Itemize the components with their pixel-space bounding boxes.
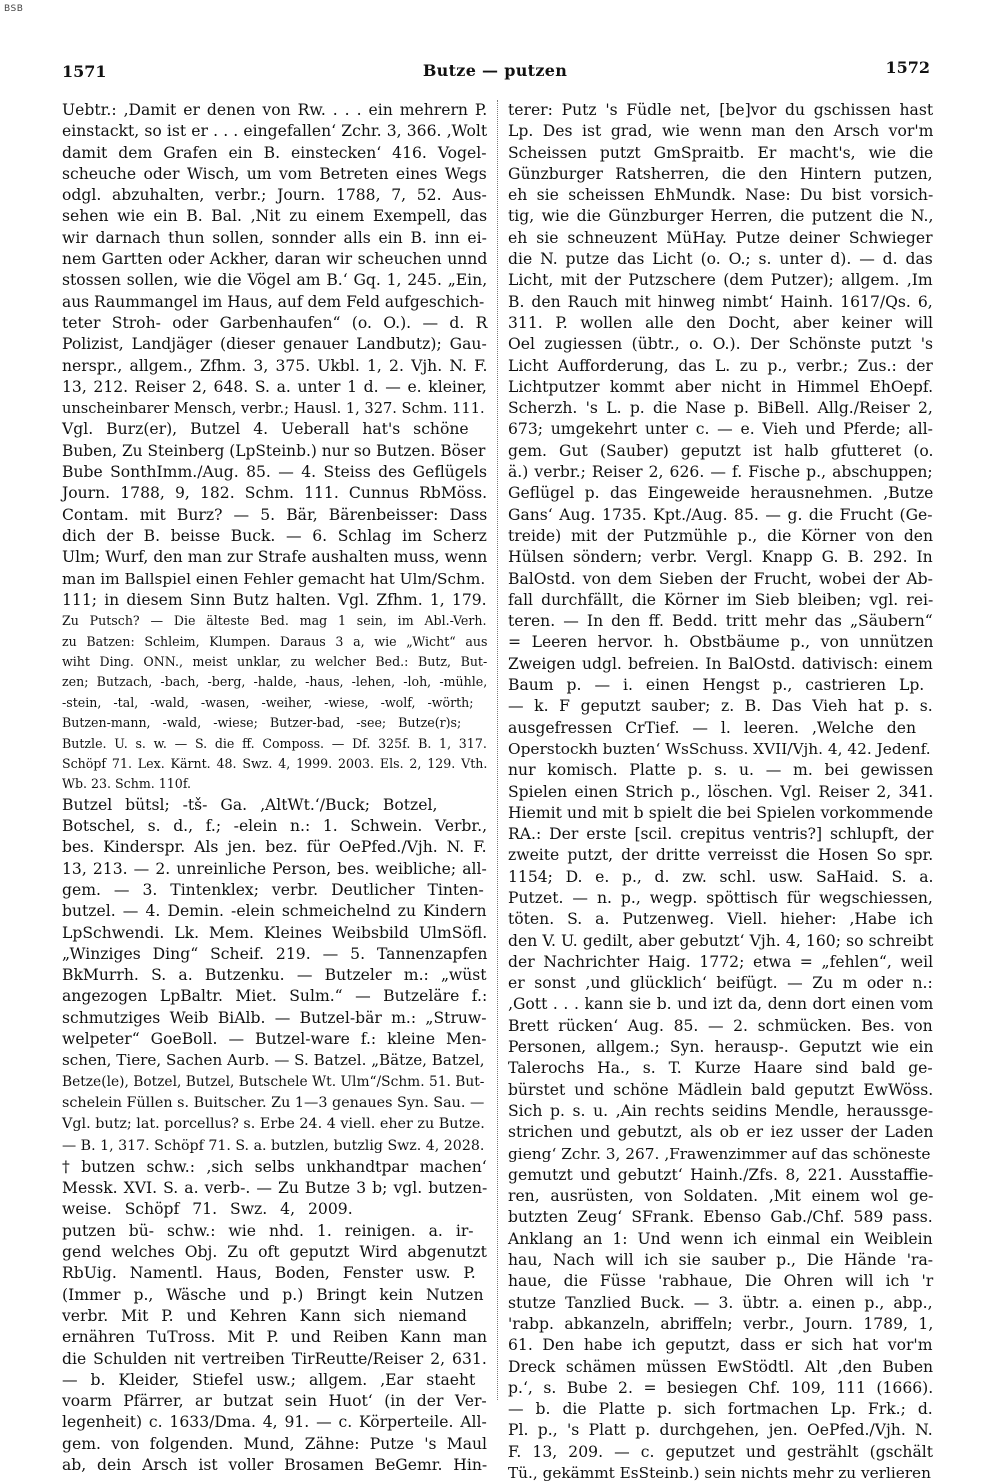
- text-line: -stein, -tal, -wald, -wasen, -weiher, -wiese, -wolf, -wörth;: [62, 694, 474, 710]
- text-line: stutze Tanzlied Buck. — 3. übtr. a. einen p., abp.,: [508, 1293, 933, 1312]
- text-line: — B. 1, 317. Schöpf 71. S. a. butzlen, butzlig Swz. 4, 2028.: [62, 1137, 485, 1154]
- text-line: teren. — In den ff. Bedd. tritt mehr das „Säubern“: [508, 612, 933, 631]
- text-line: Talerochs Ha., s. T. Kurze Haare sind bald ge-: [508, 1059, 933, 1078]
- text-line: Butzel bütsl; -tš- Ga. ‚AltWt.‘/Buck; Botzel,: [62, 795, 438, 814]
- text-line: welpeter“ GoeBoll. — Butzel-ware f.: kleine Men-: [62, 1030, 487, 1049]
- text-line: eh sie scheissen EhMundk. Nase: Du bist vorsich-: [508, 186, 934, 205]
- text-line: zen; Butzach, -bach, -berg, -halde, -haus, -lehen, -loh, -mühle,: [62, 674, 488, 690]
- text-line: treide) mit der Putzmühle p., die Körner von den: [508, 526, 934, 545]
- text-line: Schöpf 71. Lex. Kärnt. 48. Swz. 4, 1999. 2003. Els. 2, 129. Vth.: [62, 755, 488, 771]
- text-line: nerspr., allgem., Zfhm. 3, 375. Ukbl. 1, 2. Vjh. N. F.: [62, 356, 488, 375]
- text-line: p.‘, s. Bube 2. = besiegen Chf. 109, 111 (1666).: [508, 1378, 934, 1397]
- text-line: die N. putze das Licht (o. O.; s. unter d). — d. das: [508, 250, 933, 269]
- text-line: odgl. abzuhalten, verbr.; Journ. 1788, 7, 52. Aus-: [62, 186, 487, 205]
- text-line: RbUig. Namentl. Haus, Boden, Fenster usw. P.: [62, 1264, 476, 1283]
- text-line: Tü., gekämmt EsSteinb.) sein nichts mehr zu verlieren: [508, 1464, 931, 1482]
- text-line: gemutzt und gebutzt‘ Hainh./Zfs. 8, 221. Ausstaffie-: [508, 1165, 934, 1184]
- text-line: † butzen schw.: ‚sich selbs unkhandtpar machen‘: [62, 1157, 487, 1176]
- text-line: gem. Gut (Sauber) geputzt ist halb gfutteret (o.: [508, 441, 934, 460]
- text-line: Lp. Des ist grad, wie wenn man den Arsch vor'm: [508, 122, 934, 141]
- text-line: ausgefressen CrTief. — l. leeren. ‚Welche den: [508, 718, 917, 737]
- text-line: BkMurrh. S. a. Butzenku. — Butzeler m.: „wüst: [62, 966, 487, 985]
- text-line: gieng‘ Zchr. 3, 267. ‚Frawenzimmer auf das schöneste: [508, 1144, 931, 1163]
- text-line: Messk. XVI. S. a. verb-. — Zu Butze 3 b; vgl. butzen-: [62, 1179, 488, 1198]
- text-line: fall durchfällt, die Körner im Sieb bleiben; vgl. rei-: [508, 590, 934, 609]
- text-line: die Schulden nit vertreiben TirReutte/Reiser 2, 631.: [62, 1349, 487, 1368]
- text-line: butzel. — 4. Demin. -elein schmeichelnd zu Kindern: [62, 902, 487, 921]
- text-line: 311. P. wollen alle den Docht, aber keiner will: [508, 313, 933, 332]
- text-line: Botschel, s. d., f.; -elein n.: 1. Schwein. Verbr.,: [62, 817, 488, 836]
- text-line: gem. von folgenden. Mund, Zähne: Putze 's Maul: [62, 1434, 488, 1453]
- text-line: man im Ballspiel einen Fehler gemacht hat Ulm/Schm.: [62, 569, 486, 588]
- text-line: Brett rücken‘ Aug. 85. — 2. schmücken. Bes. von: [508, 1016, 933, 1035]
- text-line: sehen wie ein B. Bal. ‚Nit zu einem Exempell, das: [62, 207, 488, 226]
- text-line: Lichtputzer kommt aber nicht in Himmel EhOepf.: [508, 377, 934, 396]
- text-line: Zu Putsch? — Die älteste Bed. mag 1 sein, im Abl.-Verh.: [62, 613, 487, 629]
- text-line: scheuche oder Wisch, um vom Betreten eines Wegs: [62, 164, 487, 183]
- page-header: [60, 58, 930, 86]
- library-stamp: BSB: [4, 4, 24, 14]
- page-number-right: 1572: [885, 58, 930, 77]
- text-line: Scheissen putzt GmSpraitb. Er macht's, wie die: [508, 143, 934, 162]
- text-line: 111; in diesem Sinn Butz halten. Vgl. Zfhm. 1, 179.: [62, 590, 487, 609]
- text-line: F. 13, 209. — c. geputzet und gestrählt (gschält: [508, 1442, 934, 1461]
- text-line: Oel zugiessen (übtr., o. O.). Der Schönste putzt 's: [508, 335, 933, 354]
- text-line: Geflügel p. das Eingeweide herausnehmen. ‚Butze: [508, 484, 934, 503]
- page-number-left: 1571: [62, 62, 107, 81]
- text-line: Sich p. s. u. ‚Ain rechts seidins Mendle, heraussge-: [508, 1101, 934, 1120]
- text-line: strichen und gebutzt, als ob er iez usser der Laden: [508, 1123, 934, 1142]
- text-line: Journ. 1788, 9, 182. Schm. 111. Cunnus RbMöss.: [62, 484, 488, 503]
- text-line: stossen sollen, wie die Vögel am B.‘ Gq. 1, 245. „Ein,: [62, 271, 488, 290]
- text-line: Hiemit und mit b spielt die bei Spielen vorkommende: [508, 803, 934, 822]
- text-line: teter Stroh- oder Garbenhaufen“ (o. O.). — d. R: [62, 313, 488, 332]
- text-line: Ulm; Wurf, den man zur Strafe aushalten muss, wenn: [62, 548, 488, 567]
- text-line: bes. Kinderspr. Als jen. bez. für OePfed./Vjh. N. F.: [62, 838, 487, 857]
- text-line: Butzen-mann, -wald, -wiese; Butzer-bad, -see; Butze(r)s;: [62, 715, 462, 731]
- text-line: butzten Zeug‘ SFrank. Ebenso Gab./Chf. 589 pass.: [508, 1208, 933, 1227]
- text-line: voarm Pfärrer, ar butzat sein Huot‘ (in der Ver-: [62, 1392, 487, 1411]
- text-line: 673; umgekehrt unter c. — e. Vieh und Pferde; all-: [508, 420, 933, 439]
- text-line: schelein Füllen s. Buitscher. Zu 1—3 genaues Syn. Sau. —: [62, 1094, 485, 1111]
- text-line: 13, 213. — 2. unreinliche Person, bes. weibliche; all-: [62, 859, 487, 878]
- column-divider: [497, 100, 498, 1400]
- text-line: ‚Gott . . . kann sie b. und izt da, denn dort einen vom: [508, 995, 934, 1014]
- text-line: haue, die Füsse 'rabhaue, Die Ohren will ich 'r: [508, 1272, 934, 1291]
- text-line: 1154; D. e. p., d. zw. schl. usw. SaHaid. S. a.: [508, 867, 934, 886]
- text-line: Spielen einen Strich p., löschen. Vgl. Reiser 2, 341.: [508, 782, 934, 801]
- text-line: ren, ausrüsten, von Soldaten. ‚Mit einem wol ge-: [508, 1187, 934, 1206]
- text-line: Polizist, Landjäger (dieser genauer Landbutz); Gau-: [62, 335, 487, 354]
- text-line: legenheit) c. 1633/Dma. 4, 91. — c. Körperteile. All-: [62, 1413, 487, 1432]
- text-line: 61. Den habe ich geputzt, dass er sich hat vor'm: [508, 1336, 933, 1355]
- text-line: verbr. Mit P. und Kehren Kann sich niemand: [62, 1306, 467, 1325]
- text-line: 13, 212. Reiser 2, 648. S. a. unter 1 d. — e. kleiner,: [62, 377, 487, 396]
- right-column: [508, 100, 934, 1482]
- text-line: zweite putzt, der dritte verreisst die Hosen So spr.: [508, 846, 934, 865]
- text-line: B. den Rauch mit hinweg nimbt‘ Hainh. 1617/Qs. 6,: [508, 292, 933, 311]
- text-line: putzen bü- schw.: wie nhd. 1. reinigen. a. ir-: [62, 1221, 474, 1240]
- text-line: Gans‘ Aug. 1735. Kpt./Aug. 85. — g. die Frucht (Ge-: [508, 505, 933, 524]
- text-line: ernähren TuTross. Mit P. und Reiben Kann man: [62, 1328, 488, 1347]
- text-line: Uebtr.: ‚Damit er denen von Rw. . . . ein mehrern P.: [62, 101, 488, 119]
- text-line: Vgl. Burz(er), Butzel 4. Ueberall hat's schöne: [62, 420, 469, 439]
- text-line: RA.: Der erste [scil. crepitus ventris?] schlupft, der: [508, 825, 934, 844]
- text-line: Contam. mit Burz? — 5. Bär, Bärenbeisser: Dass: [62, 505, 488, 524]
- text-line: Bube SonthImm./Aug. 85. — 4. Steiss des Geflügels: [62, 463, 488, 482]
- text-line: gend welches Obj. Zu oft geputzt Wird abgenutzt: [62, 1243, 487, 1262]
- text-line: nem Gartten oder Ackher, daran wir scheuchen unnd: [62, 250, 488, 269]
- text-line: einstackt, so ist er . . . eingefallen‘ Zchr. 3, 366. ‚Wolt: [62, 122, 488, 141]
- text-line: Scherzh. 's L. p. die Nase p. BiBell. Allg./Reiser 2,: [508, 399, 933, 418]
- text-line: ä.) verbr.; Reiser 2, 626. — f. Fische p., abschuppen;: [508, 463, 933, 482]
- text-line: Vgl. butz; lat. porcellus? s. Erbe 24. 4 viell. eher zu Butze.: [62, 1116, 485, 1133]
- text-line: Betze(le), Botzel, Butzel, Butschele Wt. Ulm“/Schm. 51. But-: [62, 1073, 485, 1090]
- text-line: wiht Ding. ONN., meist unklar, zu welcher Bed.: Butz, But-: [62, 653, 488, 669]
- text-line: 'rabp. abkanzeln, abriffeln; verbr., Journ. 1789, 1,: [508, 1314, 934, 1333]
- text-line: zu Batzen: Schleim, Klumpen. Daraus 3 a, wie „Wicht“ aus: [62, 633, 488, 649]
- text-line: BalOstd. von dem Sieben der Frucht, wobei der Ab-: [508, 569, 933, 588]
- text-line: aus Raummangel im Haus, auf dem Feld aufgeschich-: [62, 292, 485, 311]
- text-line: gem. — 3. Tintenklex; verbr. Deutlicher Tinten-: [62, 880, 484, 899]
- text-line: töten. S. a. Putzenweg. Viell. hieher: ‚Habe ich: [508, 910, 934, 929]
- text-line: Licht Aufforderung, das L. zu p., verbr.; Zus.: der: [508, 356, 933, 375]
- text-line: tig, wie die Günzburger Herren, die putzent die N.,: [508, 207, 934, 226]
- text-line: Zweigen udgl. befreien. In BalOstd. dativisch: einem: [508, 654, 933, 673]
- text-line: angezogen LpBaltr. Miet. Sulm.“ — Butzeläre f.:: [62, 987, 488, 1006]
- text-line: — b. Kleider, Stiefel usw.; allgem. ‚Ear staeht: [62, 1370, 476, 1389]
- text-line: terer: Putz 's Füdle net, [be]vor du gschissen hast: [508, 101, 934, 119]
- text-line: eh sie schneuzent MüHay. Putze deiner Schwieger: [508, 228, 933, 247]
- text-line: Putzet. — n. p., wegp. spöttisch für wegschiessen,: [508, 888, 933, 907]
- text-line: wir darnach thun sollen, sonnder alls ein B. inn ei-: [62, 228, 487, 247]
- left-column: [62, 100, 488, 1474]
- text-line: „Winziges Ding“ Scheif. 219. — 5. Tannenzapfen: [62, 944, 488, 963]
- text-line: Personen, allgem.; Syn. herausp-. Geputzt wie ein: [508, 1038, 934, 1057]
- text-line: weise. Schöpf 71. Swz. 4, 2009.: [62, 1200, 353, 1219]
- text-line: Butzle. U. s. w. — S. die ff. Composs. — Df. 325f. B. 1, 317.: [62, 735, 487, 751]
- text-line: Hülsen söndern; verbr. Vergl. Knapp G. B. 292. In: [508, 548, 933, 567]
- text-line: — b. die Platte p. sich fortmachen Lp. Frk.; d.: [508, 1400, 933, 1419]
- text-line: hau, Nach will ich sie sauber p., Die Hände 'ra-: [508, 1251, 934, 1270]
- text-line: schmutziges Weib BiAlb. — Butzel-bär m.: „Struw-: [62, 1008, 487, 1027]
- text-line: bürstet und schöne Mädlein bald geputzt EwWöss.: [508, 1080, 934, 1099]
- text-line: Licht, mit der Putzschere (dem Putzer); allgem. ‚Im: [508, 271, 933, 290]
- text-line: damit dem Grafen ein B. einstecken‘ 416. Vogel-: [62, 143, 487, 162]
- text-line: Dreck schämen müssen EwStödtl. Alt ‚den Buben: [508, 1357, 934, 1376]
- text-line: Buben, Zu Steinberg (LpSteinb.) nur so Butzen. Böser: [62, 441, 486, 460]
- text-line: den V. U. gedilt, aber gebutzt‘ Vjh. 4, 160; so schreibt: [508, 931, 934, 950]
- text-line: LpSchwendi. Lk. Mem. Kleines Weibsbild UlmSöfl.: [62, 923, 488, 942]
- text-line: Baum p. — i. einen Hengst p., castrieren Lp.: [508, 676, 925, 695]
- text-line: Operstockh buzten‘ WsSchuss. XVII/Vjh. 4, 42. Jedenf.: [508, 739, 931, 758]
- text-line: (Immer p., Wäsche und p.) Bringt kein Nutzen: [62, 1285, 484, 1304]
- text-line: dich der B. beisse Buck. — 6. Schlag im Scherz: [62, 526, 487, 545]
- text-line: der Nachrichter Haig. 1772; etwa = „fehlen“, weil: [508, 952, 934, 971]
- running-title: Butze — putzen: [422, 61, 568, 80]
- text-line: — k. F geputzt sauber; z. B. Das Vieh hat p. s.: [508, 697, 933, 716]
- text-line: unscheinbarer Mensch, verbr.; Hausl. 1, 327. Schm. 111.: [62, 400, 485, 418]
- text-line: Wb. 23. Schm. 110f.: [62, 776, 192, 792]
- text-line: schen, Tiere, Sachen Aurb. — S. Batzel. „Bätze, Batzel,: [62, 1051, 485, 1070]
- text-line: Pl. p., 's Platt p. durchgehen, jen. OePfed./Vjh. N.: [508, 1421, 933, 1440]
- text-line: = Leeren hervor. h. Obstbäume p., von unnützen: [508, 633, 934, 652]
- text-line: er sonst ‚und glücklich‘ beifügt. — Zu m oder n.:: [508, 974, 933, 993]
- text-line: nur komisch. Platte p. s. u. — m. bei gewissen: [508, 761, 934, 780]
- text-line: Günzburger Ratsherren, die den Hintern putzen,: [508, 164, 933, 183]
- text-line: ab, dein Arsch ist voller Brosamen BeGemr. Hin-: [62, 1455, 488, 1474]
- text-line: Anklang an 1: Und wenn ich einmal ein Weiblein: [508, 1229, 933, 1248]
